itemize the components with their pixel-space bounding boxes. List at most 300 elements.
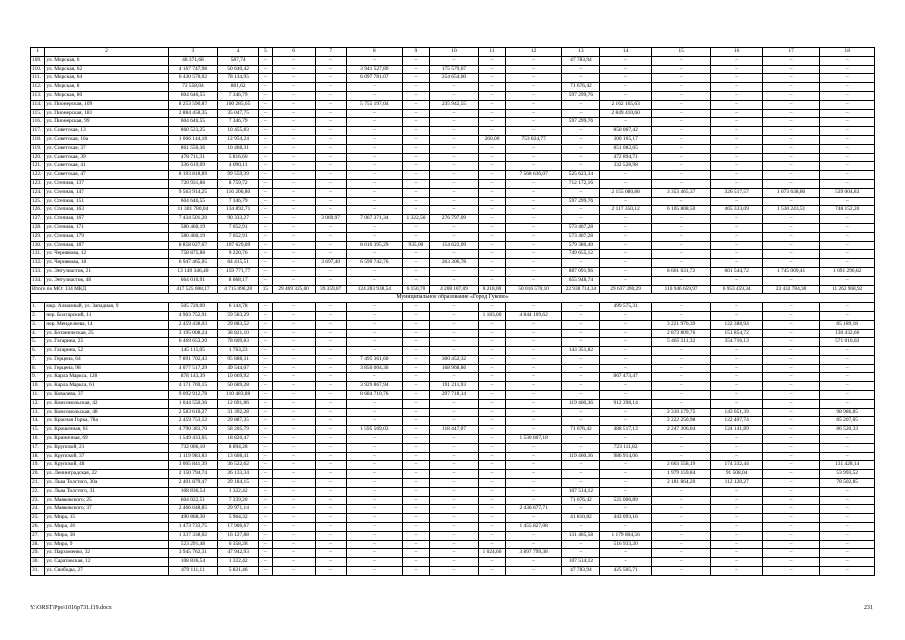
table-cell: 133. [31,267,45,276]
table-cell: – [651,100,711,109]
table-cell: – [429,162,478,171]
table-cell: – [651,558,711,567]
table-cell: 1 337 338,02 [168,531,217,540]
table-cell: – [820,558,875,567]
table-cell: – [479,74,506,83]
table-cell: – [429,127,478,136]
table-cell: 12 691,86 [218,399,259,408]
table-cell: 878 143,39 [168,373,217,382]
table-cell: – [762,567,820,576]
table-cell: – [403,549,430,558]
table-cell: – [272,206,315,215]
table-cell: – [762,408,820,417]
table-cell: 107 514,12 [562,558,600,567]
table-cell: 125. [31,197,45,206]
table-cell: – [711,56,762,65]
table-cell: – [429,197,478,206]
table-cell: – [272,452,315,461]
table-cell: – [272,127,315,136]
table-cell: 10. [31,382,45,391]
table-cell: 107 514,12 [562,487,600,496]
table-cell: – [346,567,403,576]
table-cell: – [259,479,272,488]
table-cell: – [505,188,562,197]
table-cell: 7 346,79 [218,118,259,127]
table-cell: – [651,179,711,188]
table-cell: – [346,303,403,312]
table-cell: ул. Степная, 163 [45,206,168,215]
table-cell: – [762,241,820,250]
table-cell: – [479,83,506,92]
table-cell: 516 933,20 [600,540,651,549]
table-cell: – [259,135,272,144]
table-cell: 2 583 610,27 [168,408,217,417]
table-cell: – [346,443,403,452]
table-cell: – [272,118,315,127]
table-cell: – [820,91,875,100]
table-cell: – [562,74,600,83]
table-cell: – [259,435,272,444]
table-cell: – [711,118,762,127]
table-cell: – [259,549,272,558]
table-cell: 260,00 [479,135,506,144]
table-cell: – [651,241,711,250]
table-cell: 29. [31,549,45,558]
table-cell: 723 111,82 [600,443,651,452]
table-cell: ул. Морская, 6 [45,56,168,65]
table-cell: – [600,470,651,479]
table-cell: 472 894,71 [600,153,651,162]
table-cell: – [259,215,272,224]
table-cell: – [562,144,600,153]
table-cell: – [259,118,272,127]
table-cell: – [403,118,430,127]
table-cell: – [820,540,875,549]
table-cell: 29 883,52 [218,320,259,329]
table-cell: 3 697,40 [315,259,346,268]
table-cell: 12 954,24 [218,135,259,144]
table-cell: 2 150 794,74 [168,470,217,479]
table-cell: 2 222 250,98 [651,417,711,426]
table-cell: 5 964,32 [218,514,259,523]
table-cell: 14 [600,48,651,57]
table-cell: – [505,74,562,83]
table-cell: 1 473 733,75 [168,523,217,532]
table-cell: – [711,127,762,136]
table-row [31,241,875,250]
table-cell: – [272,399,315,408]
table-cell: 18. [31,452,45,461]
table-cell: – [315,223,346,232]
table-row [31,223,875,232]
table-cell: 100 285,65 [218,100,259,109]
table-cell: 90 333,27 [218,215,259,224]
table-cell: ул. Мира, 15 [45,514,168,523]
table-cell: – [711,496,762,505]
table-cell: – [403,505,430,514]
table-cell: – [272,531,315,540]
table-cell: 15 [259,285,272,294]
table-cell: – [259,558,272,567]
table-cell: – [272,232,315,241]
table-cell: – [429,188,478,197]
table-cell: – [762,320,820,329]
table-cell: 4 090,11 [218,162,259,171]
table-cell: – [505,206,562,215]
table-cell: ул. Чернякова, 12 [45,250,168,259]
table-cell: 573 407,28 [562,223,600,232]
table-row [31,549,875,558]
table-cell: – [272,487,315,496]
table-cell: – [346,505,403,514]
table-cell: – [651,355,711,364]
table-cell: – [600,347,651,356]
table-cell: – [346,531,403,540]
table-cell: – [820,567,875,576]
table-cell: – [820,127,875,136]
table-cell: 143 351,82 [562,347,600,356]
table-row [31,74,875,83]
table-cell: 151 854,72 [711,329,762,338]
table-cell: 99 559,39 [218,171,259,180]
table-cell: – [346,206,403,215]
table-cell: 587,74 [218,56,259,65]
table-cell: – [651,435,711,444]
table-cell: – [479,179,506,188]
table-cell: – [315,188,346,197]
table-row [31,338,875,347]
table-cell: 58 205,79 [218,426,259,435]
table-cell: – [820,241,875,250]
table-cell: – [272,479,315,488]
table-row [31,109,875,118]
table-cell: – [600,338,651,347]
table-cell: – [505,399,562,408]
table-cell: 1 119 983,83 [168,452,217,461]
table-cell: – [651,382,711,391]
table-cell: – [429,558,478,567]
table-cell: – [259,276,272,285]
table-cell: – [762,347,820,356]
table-cell: 22 938 714,34 [562,285,600,294]
table-cell: – [711,311,762,320]
table-cell: 7 067 371,34 [346,215,403,224]
table-cell: – [562,100,600,109]
table-cell: – [505,496,562,505]
table-cell: – [562,470,600,479]
table-cell: – [505,426,562,435]
table-cell: – [600,118,651,127]
table-cell: – [429,171,478,180]
table-cell: – [711,443,762,452]
table-cell: 6 469 653,20 [168,338,217,347]
table-cell: ул. Мира, 9 [45,540,168,549]
table-cell: – [315,179,346,188]
table-cell: – [429,567,478,576]
table-cell: – [259,162,272,171]
table-cell: – [820,118,875,127]
table-cell: – [259,56,272,65]
table-cell: 3 353 465,37 [651,188,711,197]
table-cell: – [505,408,562,417]
table-cell: 159 771,77 [218,267,259,276]
table-cell: 525 623,34 [562,171,600,180]
table-cell: ул. Степная, 167 [45,215,168,224]
table-cell: – [479,171,506,180]
table-cell: 15. [31,426,45,435]
table-cell: – [762,417,820,426]
table-cell: – [479,118,506,127]
table-cell: 31 392,28 [218,408,259,417]
table-cell: 2 117 350,12 [600,206,651,215]
table-cell: – [403,100,430,109]
table-cell: – [479,329,506,338]
table-cell: – [272,558,315,567]
table-cell: 3 941 527,89 [346,65,403,74]
table-cell: – [505,382,562,391]
table-cell: – [711,364,762,373]
table-row [31,417,875,426]
table-cell: 1 066 144,18 [168,135,217,144]
table-cell: 49 544,07 [218,364,259,373]
table-cell: – [259,382,272,391]
table-cell: 29 469 325,00 [272,285,315,294]
table-cell: – [259,391,272,400]
table-cell: – [820,232,875,241]
table-cell: 2 155 080,88 [600,188,651,197]
table-cell: – [711,435,762,444]
table-cell: – [762,197,820,206]
table-cell: Итого по МО: 134 МКД [31,285,169,294]
table-cell: – [820,391,875,400]
table-cell: – [711,223,762,232]
table-row [31,461,875,470]
table-cell: – [762,470,820,479]
table-cell: 573 407,28 [562,232,600,241]
table-cell: – [651,311,711,320]
table-cell: – [403,65,430,74]
table-cell: – [346,118,403,127]
table-cell: – [259,232,272,241]
table-cell: 23 432 784,30 [762,285,820,294]
table-cell: – [479,364,506,373]
table-cell: 143 051,39 [711,408,762,417]
table-cell: – [505,250,562,259]
table-cell: – [479,267,506,276]
table-row [31,311,875,320]
table-cell: ул. Карла Маркса, 61 [45,382,168,391]
table-cell: 8 218,00 [479,285,506,294]
table-cell: 13 [562,48,600,57]
table-cell: – [403,223,430,232]
table-cell: – [479,320,506,329]
table-cell: – [762,382,820,391]
table-cell: 20. [31,470,45,479]
table-cell: – [315,171,346,180]
table-cell: 50 689,28 [218,382,259,391]
table-cell: – [479,56,506,65]
table-cell: 3 897 799,38 [505,549,562,558]
table-cell: – [259,267,272,276]
table-cell: 98 986,85 [820,408,875,417]
table-cell: – [403,329,430,338]
table-cell: – [272,382,315,391]
table-cell: 604 646,55 [168,118,217,127]
table-cell: – [259,347,272,356]
table-cell: 130 432,66 [820,329,875,338]
table-cell: 604 646,55 [168,91,217,100]
table-cell: – [651,215,711,224]
table-cell: – [403,391,430,400]
table-cell: – [762,549,820,558]
table-cell: 21. [31,479,45,488]
table-cell: 2 [45,48,168,57]
table-cell: 29 637 390,29 [600,285,651,294]
table-cell: ул. Льва Толстого, 30а [45,479,168,488]
table-cell: – [479,144,506,153]
table-cell: – [762,311,820,320]
table-cell: 78 502,85 [820,479,875,488]
table-cell: – [259,100,272,109]
table-cell: 5 816,60 [218,153,259,162]
table-cell: 8 894,28 [218,443,259,452]
table-cell: – [505,118,562,127]
table-cell: – [600,549,651,558]
table-cell: – [820,197,875,206]
table-row [31,558,875,567]
table-cell: – [315,452,346,461]
table-cell: 597 299,76 [562,91,600,100]
table-cell: – [505,259,562,268]
table-cell: – [315,540,346,549]
table-cell: 11. [31,391,45,400]
table-cell: – [479,373,506,382]
table-cell: – [346,417,403,426]
table-cell: – [315,391,346,400]
table-cell: ул. Крупской, 37 [45,452,168,461]
table-cell: 38 821,10 [218,329,259,338]
table-cell: 3 [168,48,217,57]
table-cell: – [272,514,315,523]
table-cell: – [479,567,506,576]
table-cell: 13 608,41 [218,452,259,461]
table-row [31,452,875,461]
table-cell: – [315,206,346,215]
table-cell: – [272,391,315,400]
table-cell: – [762,144,820,153]
table-cell: – [315,382,346,391]
table-cell: – [479,514,506,523]
table-cell: – [272,347,315,356]
table-cell: – [315,523,346,532]
table-cell: – [600,215,651,224]
table-cell: – [820,215,875,224]
table-cell: – [259,303,272,312]
table-cell: 1. [31,303,45,312]
table-cell: – [259,153,272,162]
table-cell: – [272,311,315,320]
table-cell: – [711,452,762,461]
table-cell: 235 942,55 [429,100,478,109]
table-cell: 131 405,58 [562,531,600,540]
table-row [31,135,875,144]
table-cell: ул. Криничная, 69 [45,435,168,444]
table-cell: – [562,417,600,426]
table-cell: – [600,505,651,514]
table-cell: 72 558,04 [168,83,217,92]
table-cell: 9 092 912,78 [168,391,217,400]
table-cell: – [651,250,711,259]
table-cell: – [711,276,762,285]
table-cell: – [315,162,346,171]
table-cell: – [711,540,762,549]
table-cell: – [403,461,430,470]
table-cell: 2 849 410,60 [600,109,651,118]
table-cell: 122. [31,171,45,180]
table-row [31,65,875,74]
table-cell: 336 619,09 [168,162,217,171]
table-cell: – [651,303,711,312]
table-cell: 1 073 638,80 [762,188,820,197]
table-cell: 107 629,89 [218,241,259,250]
table-cell: 41 810,82 [562,514,600,523]
table-cell: – [403,408,430,417]
table-cell: 10 455,83 [218,127,259,136]
table-cell: ул. Энтузиастов, 48 [45,276,168,285]
table-cell: 6 358,28 [218,540,259,549]
table-cell: – [272,496,315,505]
table-cell: – [505,364,562,373]
table-cell: – [272,461,315,470]
table-cell: – [403,470,430,479]
table-cell: – [429,443,478,452]
table-cell: ул. Степная, 147 [45,188,168,197]
table-cell: 254 654,00 [429,74,478,83]
table-cell: – [562,355,600,364]
table-cell: 8 684 710,76 [346,391,403,400]
table-cell: – [820,505,875,514]
table-cell: – [346,188,403,197]
table-cell: – [505,153,562,162]
table-cell: – [711,91,762,100]
table-cell: 9 563 914,25 [168,188,217,197]
table-cell: – [820,135,875,144]
table-cell: – [315,487,346,496]
table-cell: – [479,426,506,435]
table-cell: 2 873 809,76 [651,329,711,338]
table-cell: 6 [272,48,315,57]
table-cell: 117. [31,127,45,136]
table-cell: – [651,65,711,74]
table-cell: 443 093,16 [600,514,651,523]
table-cell: – [562,109,600,118]
table-cell: – [600,558,651,567]
table-cell: – [762,162,820,171]
table-cell: – [711,250,762,259]
table-cell: – [762,364,820,373]
table-cell: – [762,391,820,400]
table-cell: – [600,355,651,364]
table-cell: 26. [31,523,45,532]
table-cell: – [600,320,651,329]
table-cell: 30. [31,558,45,567]
table-cell: – [403,479,430,488]
table-cell: 112. [31,83,45,92]
table-cell: 11 301 780,04 [168,206,217,215]
table-cell: – [479,162,506,171]
table-cell: – [259,531,272,540]
table-cell: – [479,443,506,452]
